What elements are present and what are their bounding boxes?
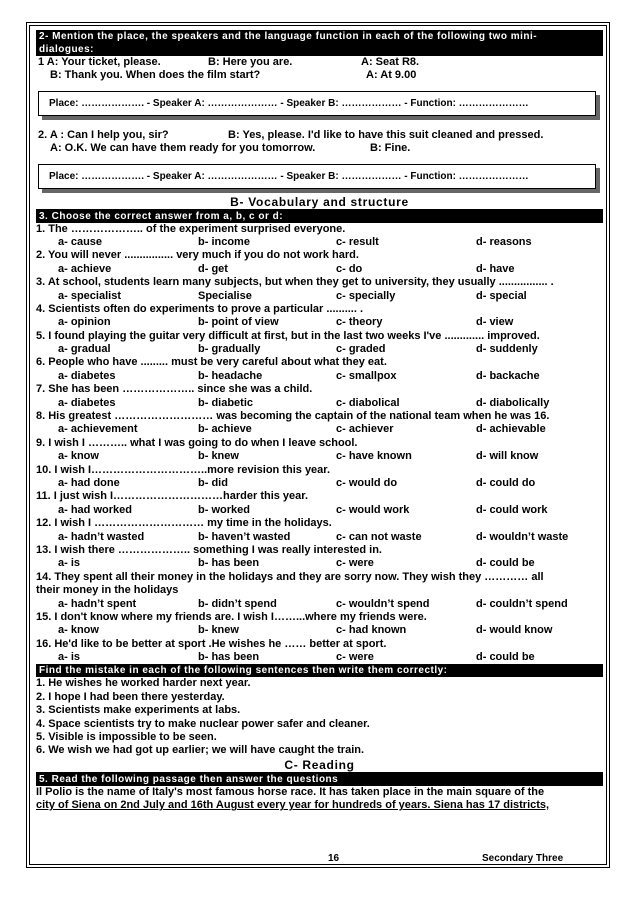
- question-stem: 16. He'd like to be better at sport .He wishes he …… better at sport.: [36, 637, 387, 650]
- options-row: [36, 236, 603, 249]
- section-2-header-line2: dialogues:: [39, 44, 95, 55]
- option-b[interactable]: b- worked: [198, 503, 250, 516]
- option-d[interactable]: d- could be: [476, 651, 535, 664]
- dialogue-2-b2: B: Fine.: [370, 142, 411, 155]
- section-5-header: [36, 773, 603, 786]
- option-c[interactable]: c- can not waste: [336, 530, 422, 543]
- mistake-item: 6. We wish we had got up earlier; we will have caught the train.: [36, 744, 365, 757]
- question-stem: 9. I wish I ……….. what I was going to do when I leave school.: [36, 436, 358, 449]
- option-d[interactable]: d- could do: [476, 476, 536, 489]
- option-b[interactable]: Specialise: [198, 289, 252, 302]
- option-d[interactable]: d- would know: [476, 624, 553, 637]
- option-c[interactable]: c- were: [336, 557, 374, 570]
- option-c[interactable]: c- were: [336, 651, 374, 664]
- options-row: [36, 477, 603, 490]
- question-stem: 1. The ……………….. of the experiment surprised everyone.: [36, 222, 346, 235]
- worksheet: [36, 30, 603, 813]
- option-a[interactable]: a- had worked: [58, 503, 132, 516]
- option-d[interactable]: d- will know: [476, 450, 539, 463]
- option-b[interactable]: b- headache: [198, 369, 263, 382]
- options-row: [36, 423, 603, 436]
- option-b[interactable]: b- knew: [198, 450, 239, 463]
- mistake-header: [36, 664, 603, 677]
- option-b[interactable]: d- get: [198, 262, 228, 275]
- answer-box-1: [38, 91, 603, 121]
- answer-box-text: Place: ………………. - Speaker A: ………………… - Speaker B: ……………… - Function: …………………: [38, 164, 596, 189]
- dialogue-1-a2: A: Seat R8.: [361, 56, 420, 68]
- option-a[interactable]: a- gradual: [58, 343, 111, 356]
- mistake-item: 1. He wishes he worked harder next year.: [36, 677, 251, 690]
- option-a[interactable]: a- achievement: [58, 423, 138, 436]
- dialogue-1-line-1: [36, 56, 603, 69]
- option-a[interactable]: a- diabetes: [58, 396, 116, 409]
- option-c[interactable]: c- would work: [336, 503, 410, 516]
- question-stem: 14. They spent all their money in the holidays and they are sorry now. They wish they ………… all: [36, 570, 544, 583]
- question-stem: 10. I wish I…………………………..more revision this year.: [36, 463, 331, 476]
- option-c[interactable]: c- had known: [336, 624, 407, 637]
- option-a[interactable]: a- hadn’t wasted: [58, 530, 145, 543]
- option-c[interactable]: c- would do: [336, 476, 398, 489]
- options-row: [36, 504, 603, 517]
- option-b[interactable]: b- haven’t wasted: [198, 530, 291, 543]
- answer-box-text: Place: ………………. - Speaker A: ………………… - Speaker B: ……………… - Function: …………………: [38, 91, 596, 116]
- section-2-header: [36, 30, 603, 56]
- question-stem: 12. I wish I ………………………… my time in the holidays.: [36, 517, 332, 530]
- option-d[interactable]: d- backache: [476, 369, 540, 382]
- question-stem: 6. People who have ......... must be very careful about what they eat.: [36, 356, 387, 369]
- option-d[interactable]: d- couldn’t spend: [476, 597, 568, 610]
- passage-line-1: Il Polio is the name of Italy's most famous horse race. It has taken place in the main square of the: [36, 785, 545, 798]
- answer-box-2: [38, 164, 603, 194]
- option-d[interactable]: d- special: [476, 289, 527, 302]
- options-row: [36, 531, 603, 544]
- options-row: [36, 370, 603, 383]
- option-a[interactable]: a- specialist: [58, 289, 121, 302]
- mistake-item: 5. Visible is impossible to be seen.: [36, 731, 217, 744]
- question-stem: 2. You will never ................ very much if you do not work hard.: [36, 249, 359, 262]
- option-b[interactable]: b- has been: [198, 651, 260, 664]
- option-b[interactable]: b- point of view: [198, 316, 279, 329]
- mistake-header-text: Find the mistake in each of the following sentences then write them correctly:: [39, 665, 448, 677]
- question-stem: 4. Scientists often do experiments to prove a particular .......... .: [36, 302, 364, 315]
- option-c[interactable]: c- achiever: [336, 423, 394, 436]
- question-stem: 5. I found playing the guitar very difficult at first, but in the last two weeks I've ............. improved.: [36, 329, 540, 342]
- option-a[interactable]: a- know: [58, 450, 99, 463]
- question-stem: 13. I wish there ……………….. something I was really interested in.: [36, 543, 382, 556]
- section-2-header-line1: 2- Mention the place, the speakers and the language function in each of the following two mini-: [39, 31, 538, 42]
- option-a[interactable]: a- is: [58, 557, 81, 570]
- option-b[interactable]: b- did: [198, 476, 228, 489]
- dialogue-2-a2: A: O.K. We can have them ready for you tomorrow.: [50, 142, 316, 155]
- option-d[interactable]: d- have: [476, 262, 515, 275]
- page-footer: [36, 853, 603, 867]
- options-row: [36, 263, 603, 276]
- dialogue-1-line-2: [36, 69, 603, 82]
- question-stem: 8. His greatest ……………………… was becoming the captain of the national team when he was 16.: [36, 410, 550, 423]
- dialogue-1-a1: 1 A: Your ticket, please.: [38, 56, 161, 68]
- option-d[interactable]: d- view: [476, 316, 514, 329]
- option-b[interactable]: b- has been: [198, 557, 260, 570]
- option-d[interactable]: d- suddenly: [476, 343, 538, 356]
- dialogue-1-a3: A: At 9.00: [366, 69, 417, 82]
- option-d[interactable]: d- could work: [476, 503, 548, 516]
- option-a[interactable]: a- opinion: [58, 316, 111, 329]
- option-a[interactable]: a- had done: [58, 476, 120, 489]
- option-b[interactable]: b- achieve: [198, 423, 252, 436]
- question-list: [36, 223, 603, 665]
- dialogue-1-b1: B: Here you are.: [208, 56, 293, 68]
- option-c[interactable]: c- graded: [336, 343, 386, 356]
- option-a[interactable]: a- hadn’t spent: [58, 597, 137, 610]
- mistake-item: 4. Space scientists try to make nuclear power safer and cleaner.: [36, 717, 370, 730]
- option-c[interactable]: c- specially: [336, 289, 396, 302]
- option-a[interactable]: a- diabetes: [58, 369, 116, 382]
- option-d[interactable]: d- wouldn’t waste: [476, 530, 569, 543]
- option-c[interactable]: c- wouldn’t spend: [336, 597, 430, 610]
- section-3-header-text: 3. Choose the correct answer from a, b, c or d:: [39, 210, 284, 222]
- mistake-item: 2. I hope I had been there yesterday.: [36, 690, 225, 703]
- option-a[interactable]: a- know: [58, 624, 99, 637]
- question-stem: 11. I just wish I…………………………harder this year.: [36, 490, 309, 503]
- options-row: [36, 450, 603, 463]
- option-c[interactable]: c- theory: [336, 316, 383, 329]
- option-d[interactable]: d- reasons: [476, 235, 532, 248]
- question-stem: 3. At school, students learn many subjects, but when they get to university, they usually ................ .: [36, 276, 554, 289]
- option-c[interactable]: c- have known: [336, 450, 412, 463]
- option-d[interactable]: d- diabolically: [476, 396, 550, 409]
- options-row: [36, 598, 603, 611]
- page-number: 16: [328, 853, 340, 864]
- option-a[interactable]: a- is: [58, 651, 81, 664]
- section-c-title: C- Reading: [36, 758, 603, 773]
- option-b[interactable]: b- gradually: [198, 343, 261, 356]
- footer-label: Secondary Three: [482, 853, 564, 864]
- option-a[interactable]: a- cause: [58, 235, 103, 248]
- question-stem: 7. She has been ……………….. since she was a child.: [36, 383, 313, 396]
- section-5-header-text: 5. Read the following passage then answer the questions: [39, 773, 339, 785]
- option-b[interactable]: b- income: [198, 235, 250, 248]
- option-d[interactable]: d- achievable: [476, 423, 546, 436]
- question-stem: 15. I don't know where my friends are. I wish I……...where my friends were.: [36, 610, 427, 623]
- option-b[interactable]: b- diabetic: [198, 396, 254, 409]
- option-c[interactable]: c- smallpox: [336, 369, 397, 382]
- option-b[interactable]: b- knew: [198, 624, 239, 637]
- options-row: [36, 557, 603, 570]
- options-row: [36, 624, 603, 637]
- options-row: [36, 316, 603, 329]
- dialogue-2-b1: B: Yes, please. I'd like to have this suit cleaned and pressed.: [228, 128, 544, 141]
- option-c[interactable]: c- do: [336, 262, 363, 275]
- passage-line-2: city of Siena on 2nd July and 16th August every year for hundreds of years. Siena has 17 districts,: [36, 799, 550, 812]
- dialogue-1-b2: B: Thank you. When does the film start?: [50, 69, 261, 82]
- question-stem-cont: their money in the holidays: [36, 584, 179, 597]
- option-d[interactable]: d- could be: [476, 557, 535, 570]
- dialogue-2-line-1: [36, 129, 603, 142]
- options-row: [36, 290, 603, 303]
- option-c[interactable]: c- diabolical: [336, 396, 400, 409]
- options-row: [36, 651, 603, 664]
- options-row: [36, 343, 603, 356]
- dialogue-2-line-2: [36, 142, 603, 155]
- section-b-title: B- Vocabulary and structure: [36, 195, 603, 210]
- option-a[interactable]: a- achieve: [58, 262, 112, 275]
- options-row: [36, 397, 603, 410]
- mistake-item: 3. Scientists make experiments at labs.: [36, 704, 241, 717]
- option-c[interactable]: c- result: [336, 235, 379, 248]
- option-b[interactable]: b- didn’t spend: [198, 597, 277, 610]
- section-3-header: [36, 210, 603, 223]
- dialogue-2-a1: 2. A : Can I help you, sir?: [38, 128, 169, 141]
